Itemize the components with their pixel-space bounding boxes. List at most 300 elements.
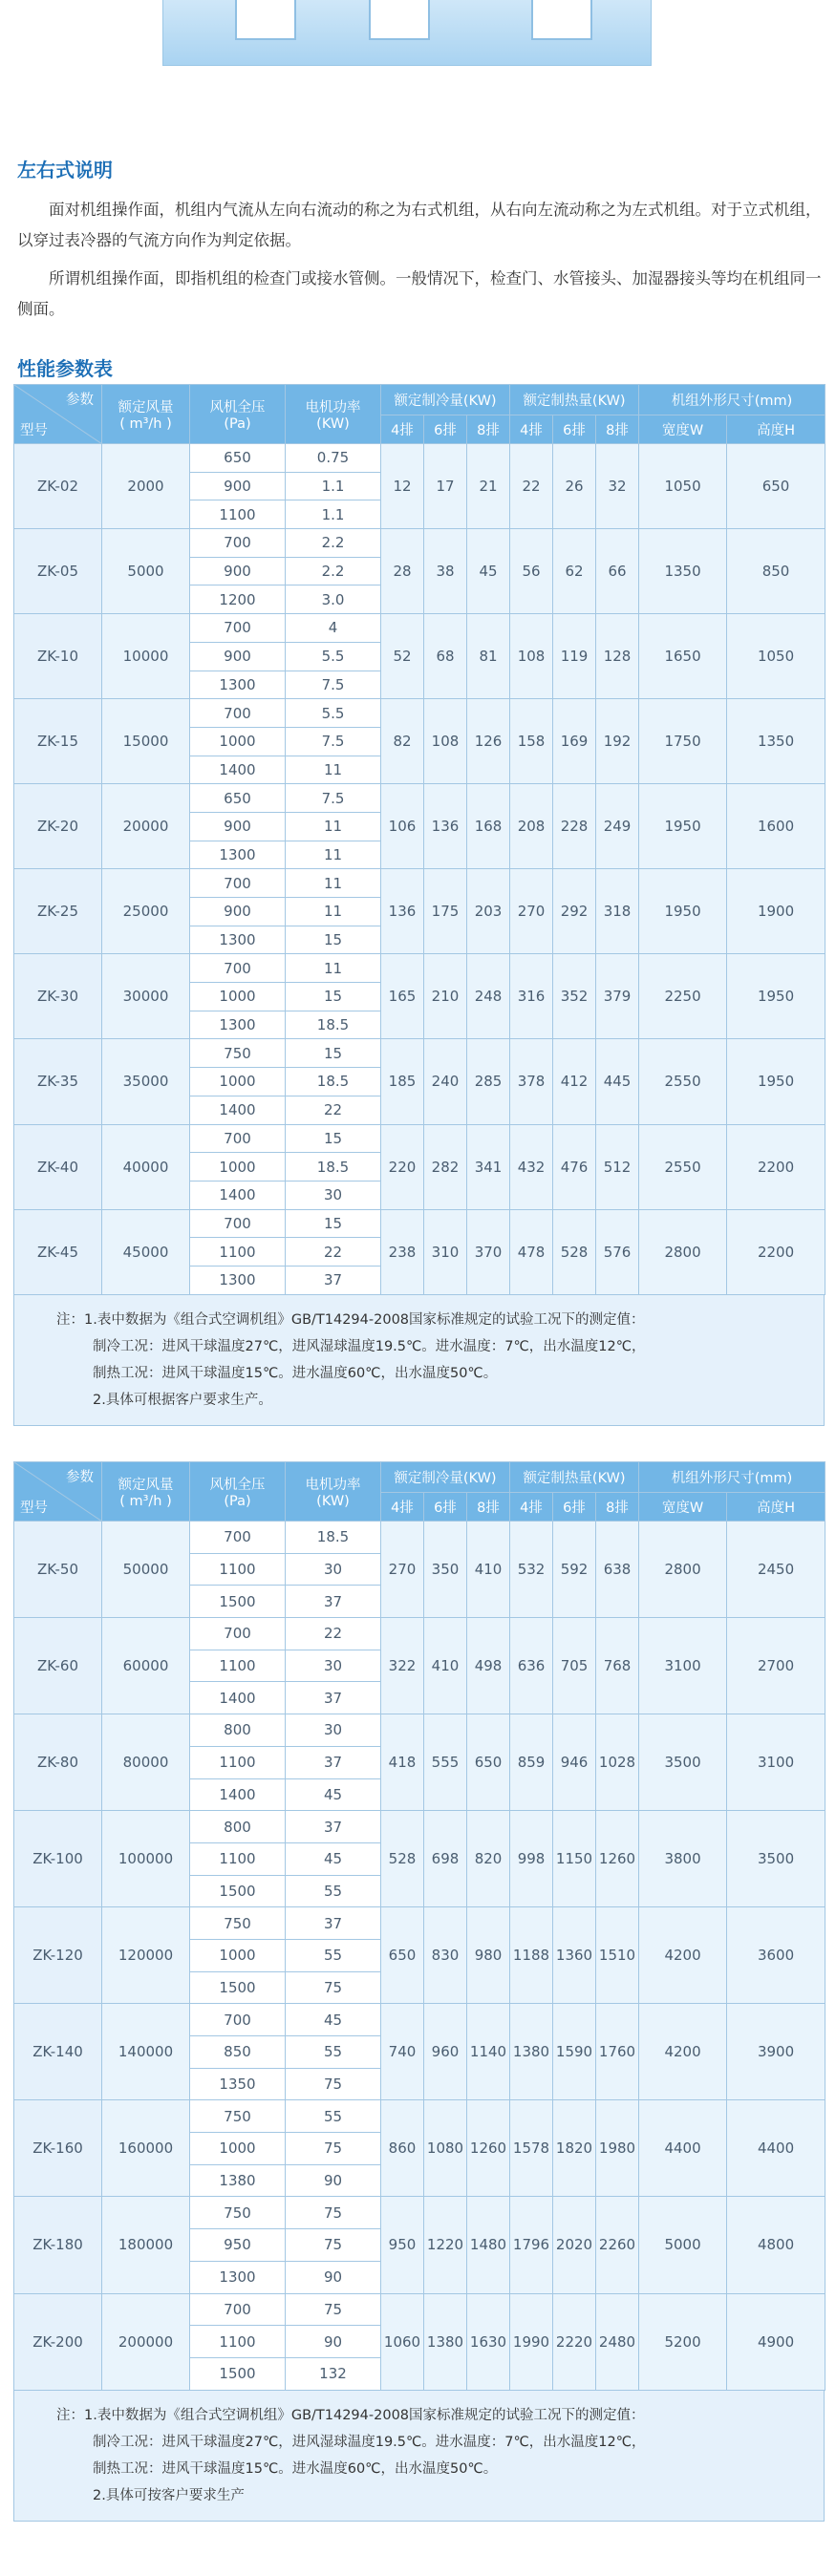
spec-table-2 <box>13 1461 825 2522</box>
cooling-4-cell: 106 <box>381 784 424 869</box>
cooling-8-cell: 1480 <box>467 2197 510 2293</box>
airflow-cell: 180000 <box>102 2197 190 2293</box>
heating-8-cell: 512 <box>596 1124 639 1209</box>
cooling-8-cell: 126 <box>467 699 510 784</box>
model-cell: ZK-140 <box>14 2004 102 2100</box>
airflow-cell: 30000 <box>102 954 190 1039</box>
lr-paragraph: 所谓机组操作面，即指机组的检查门或接水管侧。一般情况下，检查门、水管接头、加湿器接头等均在机组同一侧面。 <box>17 269 822 318</box>
height-cell: 1050 <box>727 614 825 699</box>
airflow-cell: 10000 <box>102 614 190 699</box>
height-cell: 2200 <box>727 1209 825 1294</box>
header-param: 参数 <box>66 393 94 408</box>
header-width: 宽度W <box>639 1493 727 1522</box>
model-cell: ZK-180 <box>14 2197 102 2293</box>
power-cell: 0.75 <box>286 444 381 473</box>
heating-4-cell: 158 <box>510 699 553 784</box>
pressure-cell: 700 <box>190 699 286 728</box>
power-cell: 15 <box>286 926 381 954</box>
power-cell: 37 <box>286 1746 381 1778</box>
model-cell: ZK-10 <box>14 614 102 699</box>
heating-8-cell: 445 <box>596 1039 639 1124</box>
pressure-cell: 1400 <box>190 756 286 784</box>
pressure-cell: 700 <box>190 614 286 643</box>
heating-8-cell: 1510 <box>596 1907 639 2004</box>
power-cell: 15 <box>286 1209 381 1238</box>
power-cell: 55 <box>286 1875 381 1907</box>
power-cell: 37 <box>286 1682 381 1714</box>
airflow-cell: 20000 <box>102 784 190 869</box>
cooling-8-cell: 820 <box>467 1811 510 1907</box>
height-cell: 3600 <box>727 1907 825 2004</box>
height-cell: 3100 <box>727 1714 825 1811</box>
heating-4-cell: 1990 <box>510 2293 553 2390</box>
cooling-4-cell: 82 <box>381 699 424 784</box>
power-cell: 11 <box>286 841 381 869</box>
heating-8-cell: 576 <box>596 1209 639 1294</box>
power-cell: 55 <box>286 2036 381 2069</box>
header-rows-8: 8排 <box>467 1493 510 1522</box>
height-cell: 4400 <box>727 2100 825 2197</box>
power-cell: 2.2 <box>286 529 381 558</box>
power-cell: 15 <box>286 1124 381 1153</box>
header-height: 高度H <box>727 1493 825 1522</box>
pressure-cell: 1100 <box>190 1238 286 1267</box>
pressure-cell: 750 <box>190 1039 286 1068</box>
header-rows-4: 4排 <box>381 415 424 444</box>
power-cell: 1.1 <box>286 472 381 500</box>
airflow-cell: 25000 <box>102 869 190 954</box>
pressure-cell: 1300 <box>190 926 286 954</box>
power-cell: 75 <box>286 2197 381 2229</box>
heating-4-cell: 1380 <box>510 2004 553 2100</box>
width-cell: 2550 <box>639 1124 727 1209</box>
cooling-4-cell: 860 <box>381 2100 424 2197</box>
cooling-4-cell: 12 <box>381 444 424 529</box>
power-cell: 22 <box>286 1238 381 1267</box>
pressure-cell: 1300 <box>190 1266 286 1294</box>
heating-8-cell: 32 <box>596 444 639 529</box>
cooling-4-cell: 28 <box>381 529 424 614</box>
airflow-cell: 160000 <box>102 2100 190 2197</box>
cooling-8-cell: 21 <box>467 444 510 529</box>
heating-8-cell: 128 <box>596 614 639 699</box>
table-body <box>14 1522 825 2391</box>
pressure-cell: 1300 <box>190 671 286 699</box>
height-cell: 1900 <box>727 869 825 954</box>
heating-6-cell: 476 <box>553 1124 596 1209</box>
power-cell: 37 <box>286 1266 381 1294</box>
width-cell: 5000 <box>639 2197 727 2293</box>
header-cooling: 额定制冷量(KW) <box>381 1462 510 1493</box>
heating-6-cell: 946 <box>553 1714 596 1811</box>
airflow-cell: 35000 <box>102 1039 190 1124</box>
pressure-cell: 700 <box>190 1618 286 1650</box>
heating-8-cell: 318 <box>596 869 639 954</box>
cooling-4-cell: 950 <box>381 2197 424 2293</box>
power-cell: 18.5 <box>286 1153 381 1182</box>
height-cell: 1950 <box>727 1039 825 1124</box>
cooling-4-cell: 165 <box>381 954 424 1039</box>
power-cell: 75 <box>286 2068 381 2100</box>
cooling-6-cell: 410 <box>424 1618 467 1714</box>
pressure-cell: 1100 <box>190 2326 286 2358</box>
power-cell: 5.5 <box>286 699 381 728</box>
pressure-cell: 1300 <box>190 841 286 869</box>
heating-4-cell: 316 <box>510 954 553 1039</box>
heating-4-cell: 378 <box>510 1039 553 1124</box>
model-cell: ZK-100 <box>14 1811 102 1907</box>
pressure-cell: 1400 <box>190 1778 286 1811</box>
heating-6-cell: 2220 <box>553 2293 596 2390</box>
pressure-cell: 700 <box>190 954 286 983</box>
pressure-cell: 950 <box>190 2229 286 2262</box>
note-line: 制冷工况：进风干球温度27℃，进风湿球温度19.5℃。进水温度：7℃，出水温度12℃， <box>93 1338 646 1354</box>
heating-6-cell: 119 <box>553 614 596 699</box>
airflow-cell: 50000 <box>102 1522 190 1618</box>
heating-8-cell: 768 <box>596 1618 639 1714</box>
cooling-6-cell: 1380 <box>424 2293 467 2390</box>
power-cell: 11 <box>286 869 381 898</box>
power-cell: 3.0 <box>286 585 381 614</box>
power-cell: 15 <box>286 983 381 1011</box>
cooling-8-cell: 650 <box>467 1714 510 1811</box>
cooling-4-cell: 1060 <box>381 2293 424 2390</box>
pressure-cell: 750 <box>190 2197 286 2229</box>
heating-4-cell: 208 <box>510 784 553 869</box>
lr-paragraph: 面对机组操作面，机组内气流从左向右流动的称之为右式机组，从右向左流动称之为左式机组。对于立式机组，以穿过表冷器的气流方向作为判定依据。 <box>17 201 822 249</box>
power-cell: 18.5 <box>286 1068 381 1096</box>
power-cell: 30 <box>286 1714 381 1747</box>
table-row <box>14 2197 825 2229</box>
pressure-cell: 700 <box>190 869 286 898</box>
header-power: 电机功率 (KW) <box>286 1462 381 1522</box>
header-rows-4: 4排 <box>381 1493 424 1522</box>
table-row <box>14 529 825 558</box>
header-rows-8: 8排 <box>467 415 510 444</box>
power-cell: 22 <box>286 1618 381 1650</box>
table-note-2 <box>13 2391 825 2522</box>
cooling-6-cell: 1080 <box>424 2100 467 2197</box>
model-cell: ZK-30 <box>14 954 102 1039</box>
model-cell: ZK-120 <box>14 1907 102 2004</box>
heating-6-cell: 1150 <box>553 1811 596 1907</box>
model-cell: ZK-50 <box>14 1522 102 1618</box>
note-line: 2.具体可根据客户要求生产。 <box>93 1392 272 1408</box>
header-param-model <box>14 385 102 444</box>
width-cell: 1650 <box>639 614 727 699</box>
header-rows-6: 6排 <box>553 415 596 444</box>
cooling-8-cell: 45 <box>467 529 510 614</box>
pressure-cell: 750 <box>190 2100 286 2133</box>
cooling-6-cell: 38 <box>424 529 467 614</box>
heating-8-cell: 379 <box>596 954 639 1039</box>
header-pressure: 风机全压 (Pa) <box>190 385 286 444</box>
table-row <box>14 1124 825 1153</box>
airflow-cell: 2000 <box>102 444 190 529</box>
cooling-4-cell: 52 <box>381 614 424 699</box>
header-model: 型号 <box>20 1501 48 1516</box>
heating-8-cell: 1260 <box>596 1811 639 1907</box>
panel-window <box>369 0 430 40</box>
power-cell: 45 <box>286 1842 381 1875</box>
cooling-4-cell: 528 <box>381 1811 424 1907</box>
cooling-4-cell: 238 <box>381 1209 424 1294</box>
pressure-cell: 700 <box>190 2004 286 2036</box>
table-row <box>14 1209 825 1238</box>
power-cell: 4 <box>286 614 381 643</box>
power-cell: 55 <box>286 1939 381 1971</box>
header-dims: 机组外形尺寸(mm) <box>639 1462 825 1493</box>
table-row <box>14 444 825 473</box>
spec-table <box>13 1461 825 2391</box>
pressure-cell: 700 <box>190 2293 286 2326</box>
power-cell: 30 <box>286 1650 381 1682</box>
pressure-cell: 1100 <box>190 1650 286 1682</box>
height-cell: 650 <box>727 444 825 529</box>
header-airflow: 额定风量 ( m³/h ) <box>102 1462 190 1522</box>
power-cell: 45 <box>286 2004 381 2036</box>
pressure-cell: 1000 <box>190 1939 286 1971</box>
pressure-cell: 1300 <box>190 1011 286 1039</box>
pressure-cell: 800 <box>190 1811 286 1843</box>
pressure-cell: 700 <box>190 1209 286 1238</box>
width-cell: 2250 <box>639 954 727 1039</box>
cooling-4-cell: 270 <box>381 1522 424 1618</box>
cooling-8-cell: 341 <box>467 1124 510 1209</box>
height-cell: 2200 <box>727 1124 825 1209</box>
cooling-8-cell: 1260 <box>467 2100 510 2197</box>
cooling-6-cell: 310 <box>424 1209 467 1294</box>
power-cell: 7.5 <box>286 727 381 756</box>
model-cell: ZK-80 <box>14 1714 102 1811</box>
power-cell: 18.5 <box>286 1011 381 1039</box>
model-cell: ZK-160 <box>14 2100 102 2197</box>
pressure-cell: 900 <box>190 812 286 841</box>
cooling-8-cell: 81 <box>467 614 510 699</box>
pressure-cell: 1300 <box>190 2261 286 2293</box>
cooling-8-cell: 1140 <box>467 2004 510 2100</box>
heating-4-cell: 859 <box>510 1714 553 1811</box>
heating-4-cell: 532 <box>510 1522 553 1618</box>
width-cell: 2800 <box>639 1522 727 1618</box>
width-cell: 1950 <box>639 784 727 869</box>
width-cell: 2800 <box>639 1209 727 1294</box>
height-cell: 3500 <box>727 1811 825 1907</box>
cooling-6-cell: 17 <box>424 444 467 529</box>
table-row <box>14 2293 825 2326</box>
pressure-cell: 1000 <box>190 727 286 756</box>
cooling-4-cell: 322 <box>381 1618 424 1714</box>
heating-4-cell: 998 <box>510 1811 553 1907</box>
heating-4-cell: 432 <box>510 1124 553 1209</box>
power-cell: 30 <box>286 1181 381 1209</box>
table-row <box>14 1618 825 1650</box>
panel-window <box>235 0 296 40</box>
heating-6-cell: 292 <box>553 869 596 954</box>
note-line: 注：1.表中数据为《组合式空调机组》GB/T14294-2008国家标准规定的试验工况下的测定值： <box>56 1311 645 1328</box>
heating-6-cell: 412 <box>553 1039 596 1124</box>
panel-window <box>531 0 592 40</box>
heating-4-cell: 270 <box>510 869 553 954</box>
pressure-cell: 1380 <box>190 2164 286 2197</box>
height-cell: 4800 <box>727 2197 825 2293</box>
pressure-cell: 1100 <box>190 1746 286 1778</box>
power-cell: 30 <box>286 1553 381 1586</box>
cooling-4-cell: 185 <box>381 1039 424 1124</box>
power-cell: 5.5 <box>286 642 381 671</box>
table-row <box>14 2004 825 2036</box>
model-cell: ZK-25 <box>14 869 102 954</box>
pressure-cell: 700 <box>190 1522 286 1554</box>
airflow-cell: 140000 <box>102 2004 190 2100</box>
pressure-cell: 900 <box>190 898 286 926</box>
note-line: 2.具体可按客户要求生产 <box>93 2487 245 2503</box>
width-cell: 1750 <box>639 699 727 784</box>
pressure-cell: 650 <box>190 784 286 813</box>
heating-4-cell: 56 <box>510 529 553 614</box>
heating-6-cell: 169 <box>553 699 596 784</box>
power-cell: 37 <box>286 1907 381 1940</box>
cooling-4-cell: 136 <box>381 869 424 954</box>
pressure-cell: 1500 <box>190 1586 286 1618</box>
spec-table <box>13 384 825 1295</box>
table-row <box>14 1522 825 1554</box>
pressure-cell: 1000 <box>190 2133 286 2165</box>
pressure-cell: 1100 <box>190 1842 286 1875</box>
header-model: 型号 <box>20 423 48 438</box>
model-cell: ZK-05 <box>14 529 102 614</box>
airflow-cell: 15000 <box>102 699 190 784</box>
power-cell: 55 <box>286 2100 381 2133</box>
header-rows-4: 4排 <box>510 1493 553 1522</box>
header-param-model <box>14 1462 102 1522</box>
spec-table-1 <box>13 384 825 1426</box>
pressure-cell: 850 <box>190 2036 286 2069</box>
header-height: 高度H <box>727 415 825 444</box>
airflow-cell: 100000 <box>102 1811 190 1907</box>
height-cell: 3900 <box>727 2004 825 2100</box>
heating-8-cell: 2480 <box>596 2293 639 2390</box>
header-rows-6: 6排 <box>553 1493 596 1522</box>
height-cell: 2450 <box>727 1522 825 1618</box>
note-line: 制冷工况：进风干球温度27℃，进风湿球温度19.5℃。进水温度：7℃，出水温度12℃， <box>93 2434 646 2450</box>
table-row <box>14 614 825 643</box>
airflow-cell: 200000 <box>102 2293 190 2390</box>
table-row <box>14 869 825 898</box>
header-pressure: 风机全压 (Pa) <box>190 1462 286 1522</box>
cooling-4-cell: 418 <box>381 1714 424 1811</box>
table-row <box>14 784 825 813</box>
pressure-cell: 900 <box>190 472 286 500</box>
power-cell: 2.2 <box>286 557 381 585</box>
header-airflow: 额定风量 ( m³/h ) <box>102 385 190 444</box>
header-power: 电机功率 (KW) <box>286 385 381 444</box>
lr-description <box>17 195 825 325</box>
heating-8-cell: 638 <box>596 1522 639 1618</box>
heating-6-cell: 2020 <box>553 2197 596 2293</box>
cooling-8-cell: 203 <box>467 869 510 954</box>
height-cell: 4900 <box>727 2293 825 2390</box>
cooling-6-cell: 960 <box>424 2004 467 2100</box>
note-line: 制热工况：进风干球温度15℃。进水温度60℃，出水温度50℃。 <box>93 2460 498 2477</box>
width-cell: 4400 <box>639 2100 727 2197</box>
model-cell: ZK-20 <box>14 784 102 869</box>
table-row <box>14 2100 825 2133</box>
cooling-8-cell: 285 <box>467 1039 510 1124</box>
height-cell: 1600 <box>727 784 825 869</box>
height-cell: 850 <box>727 529 825 614</box>
pressure-cell: 800 <box>190 1714 286 1747</box>
heating-6-cell: 705 <box>553 1618 596 1714</box>
note-line: 注：1.表中数据为《组合式空调机组》GB/T14294-2008国家标准规定的试验工况下的测定值： <box>56 2407 645 2423</box>
power-cell: 75 <box>286 2229 381 2262</box>
pressure-cell: 650 <box>190 444 286 473</box>
perf-table-title: 性能参数表 <box>17 357 113 380</box>
header-rows-8: 8排 <box>596 415 639 444</box>
pressure-cell: 1400 <box>190 1181 286 1209</box>
table-row <box>14 954 825 983</box>
cooling-6-cell: 68 <box>424 614 467 699</box>
model-cell: ZK-40 <box>14 1124 102 1209</box>
heating-4-cell: 478 <box>510 1209 553 1294</box>
header-width: 宽度W <box>639 415 727 444</box>
model-cell: ZK-15 <box>14 699 102 784</box>
heating-6-cell: 1590 <box>553 2004 596 2100</box>
cooling-6-cell: 210 <box>424 954 467 1039</box>
pressure-cell: 1100 <box>190 1553 286 1586</box>
heating-6-cell: 528 <box>553 1209 596 1294</box>
header-heating: 额定制热量(KW) <box>510 1462 639 1493</box>
table-row <box>14 1811 825 1843</box>
cooling-8-cell: 410 <box>467 1522 510 1618</box>
pressure-cell: 1000 <box>190 1153 286 1182</box>
pressure-cell: 1400 <box>190 1096 286 1124</box>
pressure-cell: 1400 <box>190 1682 286 1714</box>
model-cell: ZK-35 <box>14 1039 102 1124</box>
table-note-1 <box>13 1295 825 1426</box>
header-heating: 额定制热量(KW) <box>510 385 639 415</box>
power-cell: 45 <box>286 1778 381 1811</box>
heating-6-cell: 62 <box>553 529 596 614</box>
heating-6-cell: 592 <box>553 1522 596 1618</box>
power-cell: 75 <box>286 1971 381 2004</box>
heating-4-cell: 1578 <box>510 2100 553 2197</box>
header-param: 参数 <box>66 1470 94 1485</box>
power-cell: 90 <box>286 2164 381 2197</box>
header-rows-8: 8排 <box>596 1493 639 1522</box>
width-cell: 3500 <box>639 1714 727 1811</box>
width-cell: 2550 <box>639 1039 727 1124</box>
heating-8-cell: 192 <box>596 699 639 784</box>
cooling-8-cell: 980 <box>467 1907 510 2004</box>
heating-6-cell: 352 <box>553 954 596 1039</box>
power-cell: 11 <box>286 756 381 784</box>
pressure-cell: 1000 <box>190 1068 286 1096</box>
cooling-4-cell: 650 <box>381 1907 424 2004</box>
cooling-6-cell: 1220 <box>424 2197 467 2293</box>
table-row <box>14 699 825 728</box>
pressure-cell: 1200 <box>190 585 286 614</box>
heating-6-cell: 1820 <box>553 2100 596 2197</box>
power-cell: 90 <box>286 2326 381 2358</box>
power-cell: 75 <box>286 2293 381 2326</box>
power-cell: 37 <box>286 1811 381 1843</box>
pressure-cell: 1000 <box>190 983 286 1011</box>
pressure-cell: 1100 <box>190 500 286 529</box>
power-cell: 7.5 <box>286 671 381 699</box>
header-rows-4: 4排 <box>510 415 553 444</box>
height-cell: 1350 <box>727 699 825 784</box>
